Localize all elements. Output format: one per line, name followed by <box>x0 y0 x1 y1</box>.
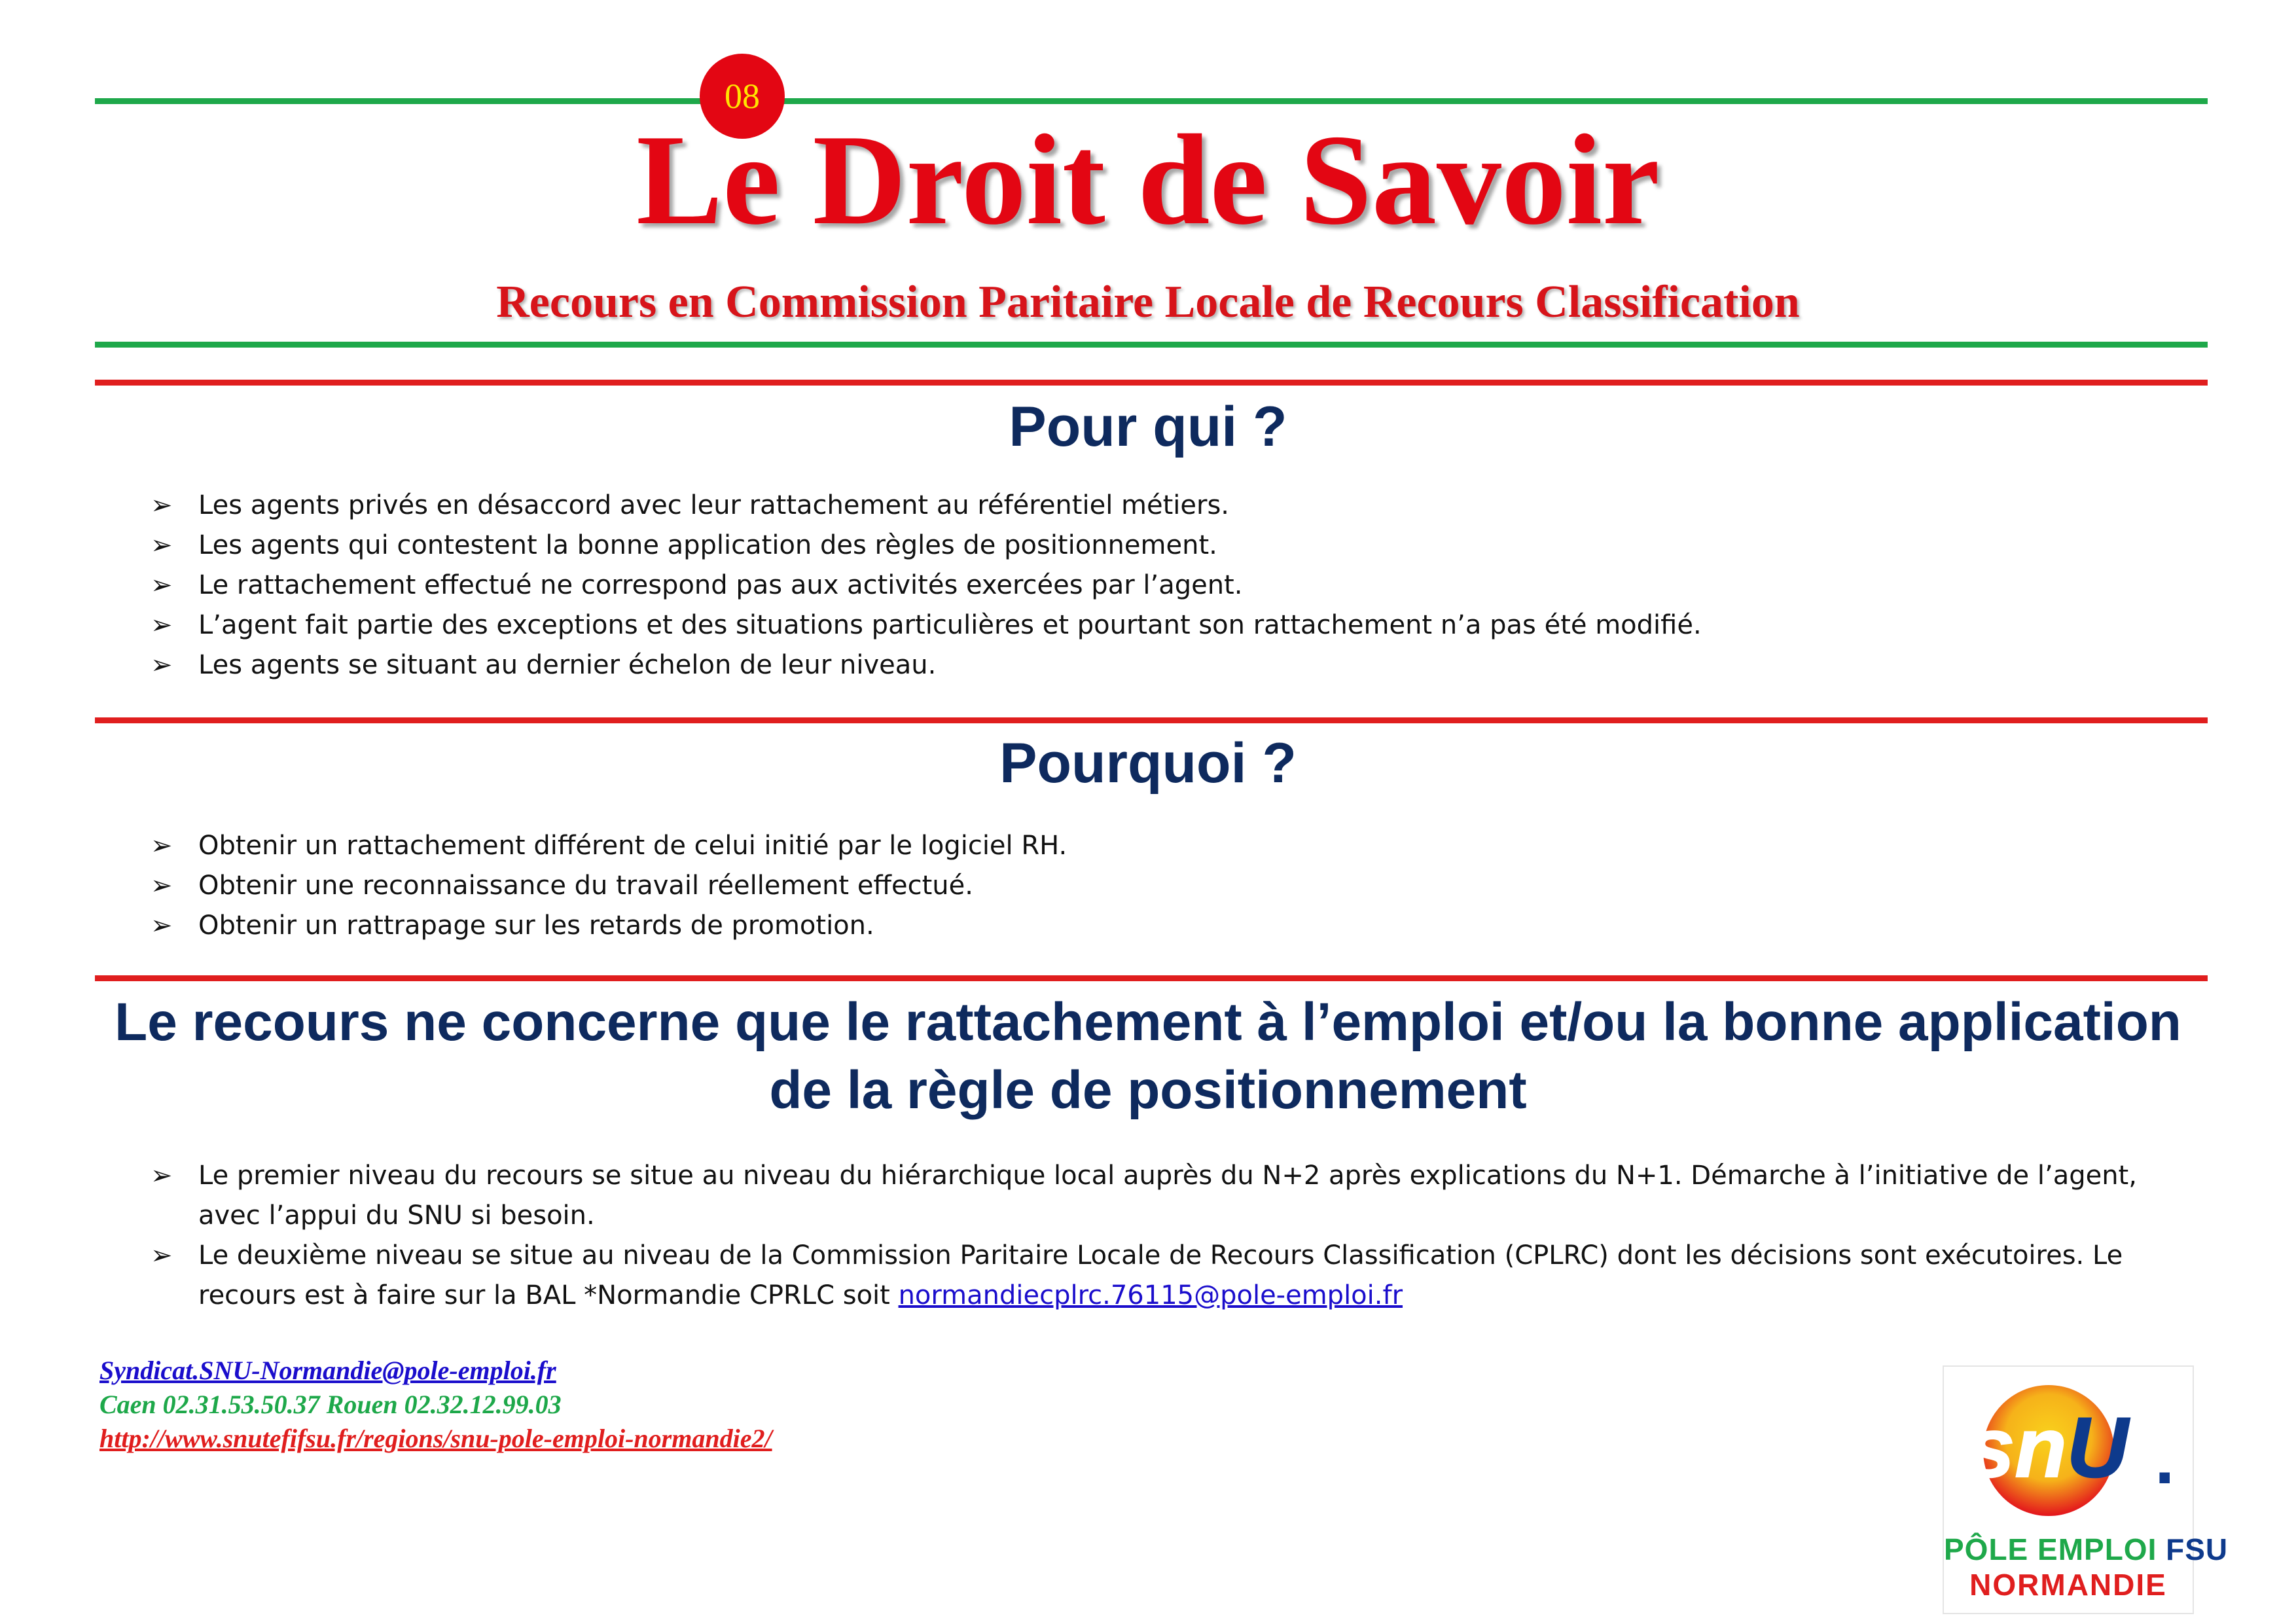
heading-for-whom: Pour qui ? <box>1009 395 1287 458</box>
list-item: ➢ Le premier niveau du recours se situe au niveau du hiérarchique local auprès du N+2 après explications du N+1. Démarche à l’initiative de l’agent, avec l’appui du SNU si besoin. <box>151 1156 2179 1236</box>
issue-number: 08 <box>725 77 760 116</box>
arrow-bullet-icon: ➢ <box>151 610 173 640</box>
heading-why: Pourquoi ? <box>999 732 1297 795</box>
list-item: ➢ Le rattachement effectué ne correspond pas aux activités exercées par l’agent. <box>151 566 2179 605</box>
list-why <box>151 826 2179 946</box>
top-green-rule <box>95 98 2208 104</box>
snu-sun-emblem <box>1944 1367 2193 1530</box>
list-for-whom <box>151 486 2179 685</box>
list-item: ➢ Le deuxième niveau se situe au niveau de la Commission Paritaire Locale de Recours Classification (CPLRC) dont les décisions sont exécutoires. Le recours est à faire sur la BAL *Normandie CPRLC soit normandiecplrc.76115@pole-emploi.fr <box>151 1236 2179 1316</box>
arrow-bullet-icon: ➢ <box>151 831 173 861</box>
arrow-bullet-icon: ➢ <box>151 530 173 560</box>
arrow-bullet-icon: ➢ <box>151 1161 173 1191</box>
list-item: ➢ Les agents qui contestent la bonne application des règles de positionnement. <box>151 526 2179 566</box>
list-item: ➢ Les agents privés en désaccord avec leur rattachement au référentiel métiers. <box>151 486 2179 526</box>
arrow-bullet-icon: ➢ <box>151 570 173 600</box>
union-email-link[interactable]: Syndicat.SNU-Normandie@pole-emploi.fr <box>99 1356 556 1385</box>
website-link[interactable]: http://www.snutefifsu.fr/regions/snu-pole-emploi-normandie2/ <box>99 1424 772 1453</box>
section-two-red-rule <box>95 717 2208 723</box>
list-item: ➢ Les agents se situant au dernier échelon de leur niveau. <box>151 645 2179 685</box>
section-one-red-rule <box>95 380 2208 386</box>
logo-line-pole-emploi: PÔLE EMPLOI FSU <box>1944 1532 2229 1566</box>
cplrc-email-link[interactable]: normandiecplrc.76115@pole-emploi.fr <box>898 1280 1403 1310</box>
list-item: ➢ Obtenir une reconnaissance du travail réellement effectué. <box>151 866 2179 906</box>
logo-line-normandie: NORMANDIE <box>1969 1568 2167 1602</box>
list-item: ➢ Obtenir un rattrapage sur les retards de promotion. <box>151 906 2179 946</box>
list-item: ➢ L’agent fait partie des exceptions et des situations particulières et pourtant son rattachement n’a pas été modifié. <box>151 605 2179 645</box>
list-item: ➢ Obtenir un rattachement différent de celui initié par le logiciel RH. <box>151 826 2179 866</box>
page-subtitle: Recours en Commission Paritaire Locale de Recours Classification <box>496 277 1800 327</box>
heading-scope: Le recours ne concerne que le rattachement à l’emploi et/ou la bonne application de la règle de positionnement <box>115 992 2181 1120</box>
page-title: Le Droit de Savoir <box>636 108 1660 251</box>
section-three-red-rule <box>95 975 2208 981</box>
arrow-bullet-icon: ➢ <box>151 1240 173 1271</box>
contact-block <box>99 1354 772 1456</box>
list-scope <box>151 1156 2179 1316</box>
arrow-bullet-icon: ➢ <box>151 650 173 680</box>
logo-dot: . <box>2155 1418 2175 1499</box>
snu-logo <box>1943 1365 2229 1614</box>
arrow-bullet-icon: ➢ <box>151 490 173 520</box>
arrow-bullet-icon: ➢ <box>151 911 173 941</box>
subtitle-green-rule <box>95 342 2208 348</box>
phone-numbers: Caen 02.31.53.50.37 Rouen 02.32.12.99.03 <box>99 1390 562 1419</box>
arrow-bullet-icon: ➢ <box>151 871 173 901</box>
logo-letters: snU <box>1967 1399 2128 1495</box>
